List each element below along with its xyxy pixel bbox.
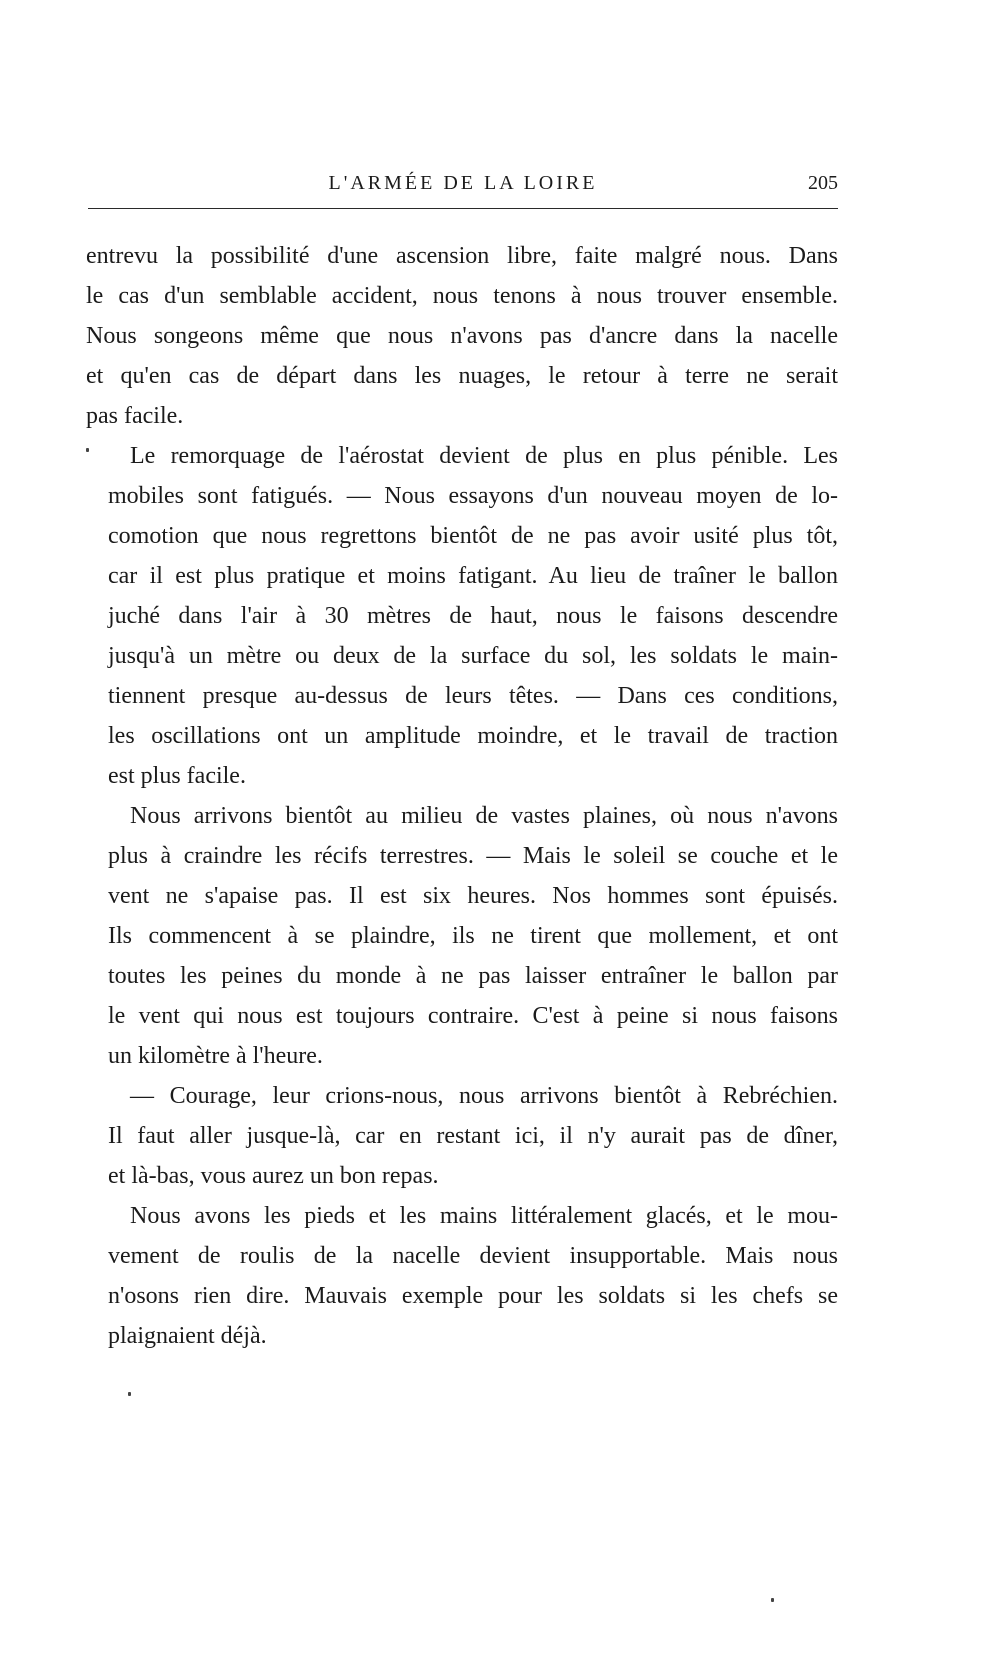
text-line: Nous songeons même que nous n'avons pas d'ancre dans la nacelle: [86, 323, 838, 349]
page-number: 205: [808, 172, 838, 194]
text-line: vent ne s'apaise pas. Il est six heures. Nos hommes sont épuisés.: [108, 883, 838, 909]
header-rule: [88, 208, 838, 209]
text-line: Nous arrivons bientôt au milieu de vastes plaines, où nous n'avons: [130, 803, 838, 829]
text-line: n'osons rien dire. Mauvais exemple pour les soldats si les chefs se: [108, 1283, 838, 1309]
text-line: les oscillations ont un amplitude moindre, et le travail de traction: [108, 723, 838, 749]
text-line: car il est plus pratique et moins fatigant. Au lieu de traîner le ballon: [108, 563, 838, 589]
text-line: Le remorquage de l'aérostat devient de plus en plus pénible. Les: [130, 443, 838, 469]
text-line: un kilomètre à l'heure.: [108, 1043, 323, 1069]
text-line: le cas d'un semblable accident, nous tenons à nous trouver ensemble.: [86, 283, 838, 309]
text-line: jusqu'à un mètre ou deux de la surface du sol, les soldats le main-: [108, 643, 838, 669]
text-line: est plus facile.: [108, 763, 246, 789]
text-line: Il faut aller jusque-là, car en restant ici, il n'y aurait pas de dîner,: [108, 1123, 838, 1149]
paragraph: [86, 1076, 838, 1196]
running-head: [88, 168, 838, 200]
paragraph: [86, 796, 838, 1076]
text-line: pas facile.: [86, 403, 184, 429]
text-line: et qu'en cas de départ dans les nuages, le retour à terre ne serait: [86, 363, 838, 389]
paragraph: [86, 436, 838, 796]
text-line: — Courage, leur crions-nous, nous arrivons bientôt à Rebréchien.: [130, 1083, 838, 1109]
ink-speck: [128, 1392, 131, 1396]
paragraph: [86, 236, 838, 436]
text-line: tiennent presque au-dessus de leurs têtes. — Dans ces conditions,: [108, 683, 838, 709]
text-line: le vent qui nous est toujours contraire. C'est à peine si nous faisons: [108, 1003, 838, 1029]
text-line: Ils commencent à se plaindre, ils ne tirent que mollement, et ont: [108, 923, 838, 949]
text-line: vement de roulis de la nacelle devient insupportable. Mais nous: [108, 1243, 838, 1269]
text-line: comotion que nous regrettons bientôt de ne pas avoir usité plus tôt,: [108, 523, 838, 549]
text-line: mobiles sont fatigués. — Nous essayons d'un nouveau moyen de lo-: [108, 483, 838, 509]
text-line: juché dans l'air à 30 mètres de haut, nous le faisons descendre: [108, 603, 838, 629]
body-text: [86, 236, 838, 1356]
paragraph: [86, 1196, 838, 1356]
text-line: plaignaient déjà.: [108, 1323, 267, 1349]
text-line: toutes les peines du monde à ne pas laisser entraîner le ballon par: [108, 963, 838, 989]
text-line: entrevu la possibilité d'une ascension libre, faite malgré nous. Dans: [86, 243, 838, 269]
text-line: et là-bas, vous aurez un bon repas.: [108, 1163, 439, 1189]
running-title: L'ARMÉE DE LA LOIRE: [328, 172, 598, 194]
ink-speck: [771, 1598, 774, 1602]
ink-speck: [86, 448, 89, 452]
text-line: Nous avons les pieds et les mains littéralement glacés, et le mou-: [130, 1203, 838, 1229]
text-line: plus à craindre les récifs terrestres. — Mais le soleil se couche et le: [108, 843, 838, 869]
